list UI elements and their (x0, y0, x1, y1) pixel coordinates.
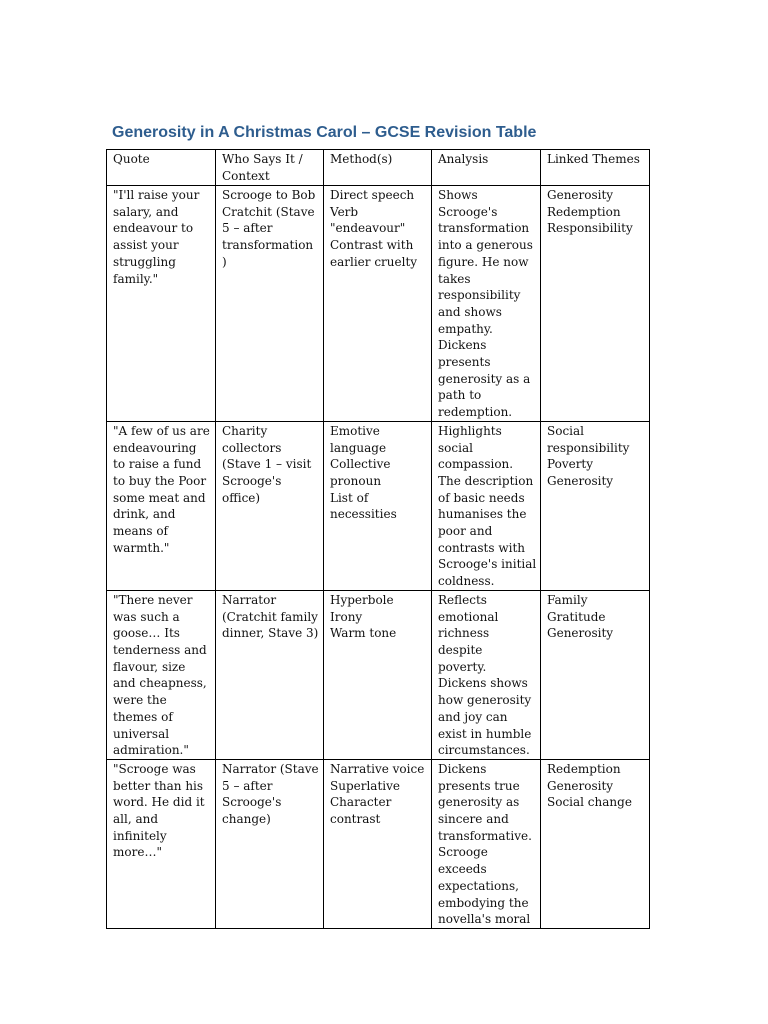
cell-line: humanises the (438, 507, 527, 522)
cell-line: Poverty (547, 457, 594, 472)
cell-line: were the (113, 693, 167, 708)
cell-line: transformative. (438, 828, 532, 843)
cell-line: Redemption (547, 204, 621, 219)
who-says-it-cell (216, 421, 324, 590)
cell-line: expectations, (438, 878, 519, 893)
cell-line: drink, and (113, 507, 176, 522)
cell-line: Scrooge's (222, 473, 282, 488)
cell-line: themes of (113, 709, 173, 724)
cell-line: sincere and (438, 812, 509, 827)
cell-line: Cratchit (Stave (222, 204, 315, 219)
cell-line: office) (222, 490, 261, 505)
cell-line: social (438, 440, 473, 455)
cell-line: embodying the (438, 895, 529, 910)
cell-line: Scrooge (438, 845, 488, 860)
header-who-says-it (216, 150, 324, 186)
cell-line: Verb (330, 204, 359, 219)
cell-line: (Cratchit family (222, 609, 318, 624)
revision-table (106, 149, 650, 929)
cell-line: transformation (438, 221, 530, 236)
cell-line: Scrooge's (438, 204, 498, 219)
analysis-cell (432, 186, 541, 422)
cell-line: "A few of us are (113, 423, 210, 438)
cell-line: infinitely (113, 828, 167, 843)
table-row (107, 186, 650, 422)
cell-line: Responsibility (547, 221, 633, 236)
methods-cell (324, 759, 432, 928)
cell-line: word. He did it (113, 795, 205, 810)
cell-line: Scrooge to Bob (222, 188, 316, 202)
table-header-row (107, 150, 650, 186)
cell-line: salary, and (113, 204, 179, 219)
cell-line: and joy can (438, 709, 508, 724)
cell-line: Superlative (330, 778, 401, 793)
cell-line: change) (222, 812, 271, 827)
cell-line: generosity as (438, 795, 520, 810)
cell-line: to buy the Poor (113, 473, 207, 488)
cell-line: compassion. (438, 457, 514, 472)
cell-line: Family (547, 592, 588, 607)
cell-line: Hyperbole (330, 592, 394, 607)
cell-line: Method(s) (330, 152, 393, 166)
cell-line: Highlights (438, 423, 502, 438)
cell-line: earlier cruelty (330, 254, 418, 269)
cell-line: responsibility (547, 440, 630, 455)
cell-line: contrasts with (438, 540, 525, 555)
cell-line: Narrator (Stave (222, 761, 319, 776)
cell-line: some meat and (113, 490, 206, 505)
cell-line: Emotive (330, 423, 380, 438)
cell-line: The description (438, 473, 534, 488)
cell-line: Social (547, 423, 584, 438)
header-analysis (432, 150, 541, 186)
cell-line: Contrast with (330, 238, 414, 253)
cell-line: "There never (113, 592, 193, 607)
cell-line: better than his (113, 778, 204, 793)
cell-line: Dickens (438, 338, 487, 353)
cell-line: Scrooge's (222, 795, 282, 810)
table-row (107, 759, 650, 928)
cell-line: richness (438, 626, 490, 641)
cell-line: Gratitude (547, 609, 606, 624)
cell-line: 5 – after (222, 778, 273, 793)
cell-line: Shows (438, 188, 478, 202)
cell-line: Scrooge's initial (438, 557, 537, 572)
table-row (107, 421, 650, 590)
cell-line: exceeds (438, 862, 487, 877)
cell-line: (Stave 1 – visit (222, 457, 312, 472)
header-quote (107, 150, 216, 186)
cell-line: Linked Themes (547, 152, 640, 166)
cell-line: necessities (330, 507, 397, 522)
table-row (107, 590, 650, 759)
cell-line: coldness. (438, 574, 495, 589)
cell-line: ) (222, 254, 227, 269)
table-body (107, 186, 650, 929)
cell-line: Generosity (547, 188, 614, 202)
cell-line: path to (438, 388, 482, 403)
cell-line: Generosity (547, 473, 614, 488)
cell-line: Dickens (438, 761, 487, 776)
cell-line: into a generous (438, 238, 533, 253)
cell-line: Analysis (438, 152, 489, 166)
page-title: Generosity in A Christmas Carol – GCSE Revision Table (112, 124, 537, 141)
cell-line: 5 – after (222, 221, 273, 236)
cell-line: contrast (330, 812, 381, 827)
cell-line: Warm tone (330, 626, 397, 641)
methods-cell (324, 186, 432, 422)
analysis-cell (432, 759, 541, 928)
cell-line: transformation (222, 238, 314, 253)
methods-cell (324, 421, 432, 590)
cell-line: "I'll raise your (113, 188, 200, 202)
cell-line: responsibility (438, 288, 521, 303)
cell-line: redemption. (438, 405, 513, 420)
cell-line: generosity as a (438, 371, 531, 386)
cell-line: Who Says It / (222, 152, 303, 166)
quote-cell (107, 590, 216, 759)
cell-line: flavour, size (113, 659, 186, 674)
linked-themes-cell (541, 759, 650, 928)
analysis-cell (432, 421, 541, 590)
cell-line: assist your (113, 238, 179, 253)
cell-line: empathy. (438, 321, 493, 336)
cell-line: Character (330, 795, 392, 810)
who-says-it-cell (216, 590, 324, 759)
cell-line: novella's moral (438, 912, 531, 927)
cell-line: and cheapness, (113, 676, 207, 691)
cell-line: of basic needs (438, 490, 525, 505)
cell-line: takes (438, 271, 471, 286)
quote-cell (107, 759, 216, 928)
cell-line: tenderness and (113, 642, 207, 657)
cell-line: despite (438, 642, 483, 657)
quote-cell (107, 186, 216, 422)
cell-line: Redemption (547, 761, 621, 776)
cell-line: was such a (113, 609, 180, 624)
cell-line: Generosity (547, 626, 614, 641)
cell-line: Dickens shows (438, 676, 528, 691)
cell-line: Generosity (547, 778, 614, 793)
cell-line: more…" (113, 845, 162, 860)
cell-line: circumstances. (438, 743, 530, 758)
cell-line: pronoun (330, 473, 382, 488)
cell-line: universal (113, 726, 170, 741)
methods-cell (324, 590, 432, 759)
header-methods (324, 150, 432, 186)
cell-line: Collective (330, 457, 391, 472)
cell-line: all, and (113, 812, 159, 827)
cell-line: poor and (438, 524, 493, 539)
cell-line: exist in humble (438, 726, 532, 741)
cell-line: admiration." (113, 743, 189, 758)
cell-line: Reflects (438, 592, 487, 607)
cell-line: "Scrooge was (113, 761, 196, 776)
cell-line: language (330, 440, 387, 455)
cell-line: struggling (113, 254, 176, 269)
cell-line: Narrator (222, 592, 277, 607)
cell-line: emotional (438, 609, 499, 624)
cell-line: collectors (222, 440, 282, 455)
cell-line: Context (222, 168, 270, 183)
cell-line: endeavouring (113, 440, 197, 455)
cell-line: how generosity (438, 693, 532, 708)
cell-line: warmth." (113, 540, 170, 555)
cell-line: presents (438, 355, 491, 370)
linked-themes-cell (541, 186, 650, 422)
cell-line: "endeavour" (330, 221, 406, 236)
cell-line: Social change (547, 795, 632, 810)
who-says-it-cell (216, 186, 324, 422)
cell-line: poverty. (438, 659, 487, 674)
cell-line: Narrative voice (330, 761, 425, 776)
header-linked-themes (541, 150, 650, 186)
linked-themes-cell (541, 421, 650, 590)
who-says-it-cell (216, 759, 324, 928)
cell-line: and shows (438, 304, 502, 319)
cell-line: figure. He now (438, 254, 529, 269)
cell-line: to raise a fund (113, 457, 202, 472)
cell-line: endeavour to (113, 221, 194, 236)
analysis-cell (432, 590, 541, 759)
cell-line: List of (330, 490, 369, 505)
cell-line: Irony (330, 609, 363, 624)
cell-line: means of (113, 524, 169, 539)
cell-line: Charity (222, 423, 268, 438)
cell-line: family." (113, 271, 159, 286)
cell-line: Quote (113, 152, 150, 166)
quote-cell (107, 421, 216, 590)
cell-line: dinner, Stave 3) (222, 626, 319, 641)
cell-line: Direct speech (330, 188, 415, 202)
linked-themes-cell (541, 590, 650, 759)
cell-line: goose… Its (113, 626, 180, 641)
cell-line: presents true (438, 778, 520, 793)
